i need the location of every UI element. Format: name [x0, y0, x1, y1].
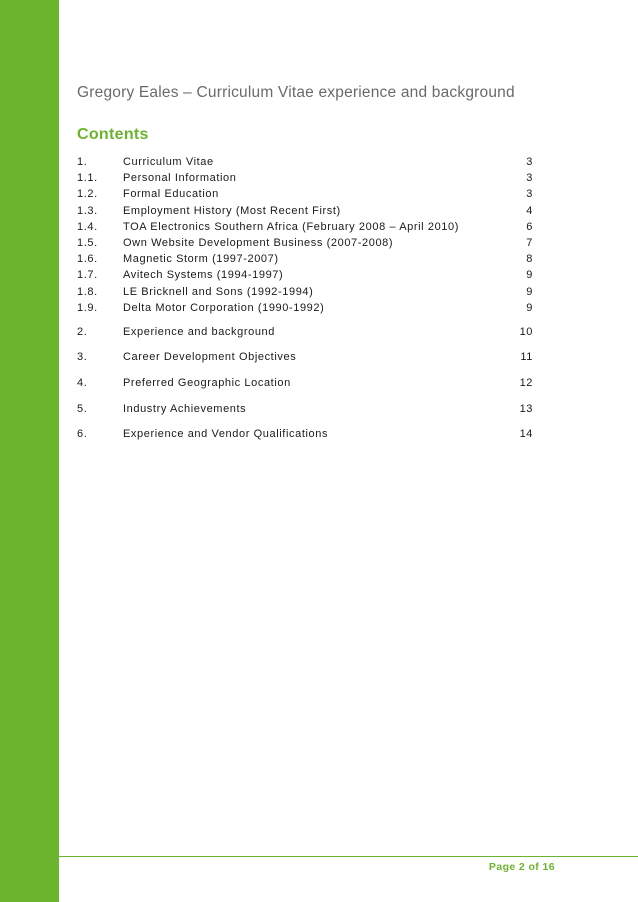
toc-entry-title: Curriculum Vitae: [123, 156, 214, 168]
toc-entry-number: 4.: [77, 377, 88, 390]
toc-entry[interactable]: [77, 351, 533, 377]
toc-entry[interactable]: [77, 237, 533, 253]
toc-entry-page: 11: [520, 351, 533, 364]
toc-entry[interactable]: [77, 221, 533, 237]
toc-entry[interactable]: [77, 403, 533, 429]
toc-entry-page: 8: [526, 253, 533, 266]
toc-entry-number: 2.: [77, 325, 88, 338]
toc-entry-title: Preferred Geographic Location: [123, 377, 291, 390]
toc-entry-page: 4: [526, 204, 533, 217]
toc-entry[interactable]: [77, 156, 533, 172]
toc-entry-title: Formal Education: [123, 188, 219, 201]
toc-entry-number: 3.: [77, 351, 88, 364]
document-title: Gregory Eales – Curriculum Vitae experience and background: [77, 84, 515, 101]
table-of-contents: [77, 156, 533, 454]
toc-entry-number: 6.: [77, 428, 88, 441]
toc-entry[interactable]: [77, 377, 533, 403]
toc-entry-page: 12: [519, 377, 533, 390]
toc-entry-title: Career Development Objectives: [123, 351, 297, 364]
toc-entry-title: LE Bricknell and Sons (1992-1994): [123, 285, 314, 298]
toc-entry[interactable]: [77, 269, 533, 285]
toc-entry-title: TOA Electronics Southern Africa (February 2008 – April 2010): [123, 220, 460, 233]
toc-entry[interactable]: [77, 188, 533, 204]
toc-entry-page: 3: [526, 188, 533, 201]
toc-entry-page: 3: [526, 156, 533, 168]
toc-entry-number: 1.: [77, 156, 88, 168]
toc-entry-page: 14: [519, 428, 533, 441]
green-side-bar: [0, 0, 59, 902]
toc-entry-number: 1.7.: [77, 269, 98, 282]
toc-entry-number: 5.: [77, 402, 88, 415]
toc-entry-page: 9: [526, 301, 533, 314]
toc-entry-title: Magnetic Storm (1997-2007): [123, 253, 279, 266]
page-number: Page 2 of 16: [488, 861, 555, 873]
toc-entry-page: 10: [519, 325, 533, 338]
toc-entry-title: Personal Information: [123, 172, 237, 185]
toc-entry-title: Industry Achievements: [123, 402, 247, 415]
toc-entry-number: 1.4.: [77, 220, 98, 233]
toc-entry-title: Avitech Systems (1994-1997): [123, 269, 284, 282]
toc-entry[interactable]: [77, 172, 533, 188]
toc-entry-page: 6: [526, 220, 533, 233]
toc-entry[interactable]: [77, 205, 533, 221]
toc-entry-number: 1.9.: [77, 301, 98, 314]
toc-entry-number: 1.8.: [77, 285, 98, 298]
toc-entry[interactable]: [77, 286, 533, 302]
toc-entry-page: 9: [526, 285, 533, 298]
toc-entry-title: Delta Motor Corporation (1990-1992): [123, 301, 325, 314]
footer-divider: [59, 856, 638, 857]
toc-entry-number: 1.5.: [77, 236, 98, 249]
toc-entry[interactable]: [77, 428, 533, 454]
toc-entry-page: 3: [526, 172, 533, 185]
toc-entry-title: Own Website Development Business (2007-2008): [123, 236, 394, 249]
toc-entry[interactable]: [77, 302, 533, 318]
toc-entry-title: Experience and background: [123, 325, 275, 338]
toc-entry-title: Experience and Vendor Qualifications: [123, 428, 329, 441]
toc-entry-page: 13: [519, 402, 533, 415]
toc-entry-number: 1.6.: [77, 253, 98, 266]
toc-entry-number: 1.3.: [77, 204, 98, 217]
toc-entry-title: Employment History (Most Recent First): [123, 204, 341, 217]
toc-entry[interactable]: [77, 253, 533, 269]
toc-entry-page: 7: [526, 236, 533, 249]
toc-entry-number: 1.1.: [77, 172, 98, 185]
toc-entry-number: 1.2.: [77, 188, 98, 201]
toc-entry[interactable]: [77, 326, 533, 352]
toc-entry-page: 9: [526, 269, 533, 282]
contents-heading: Contents: [77, 126, 149, 143]
